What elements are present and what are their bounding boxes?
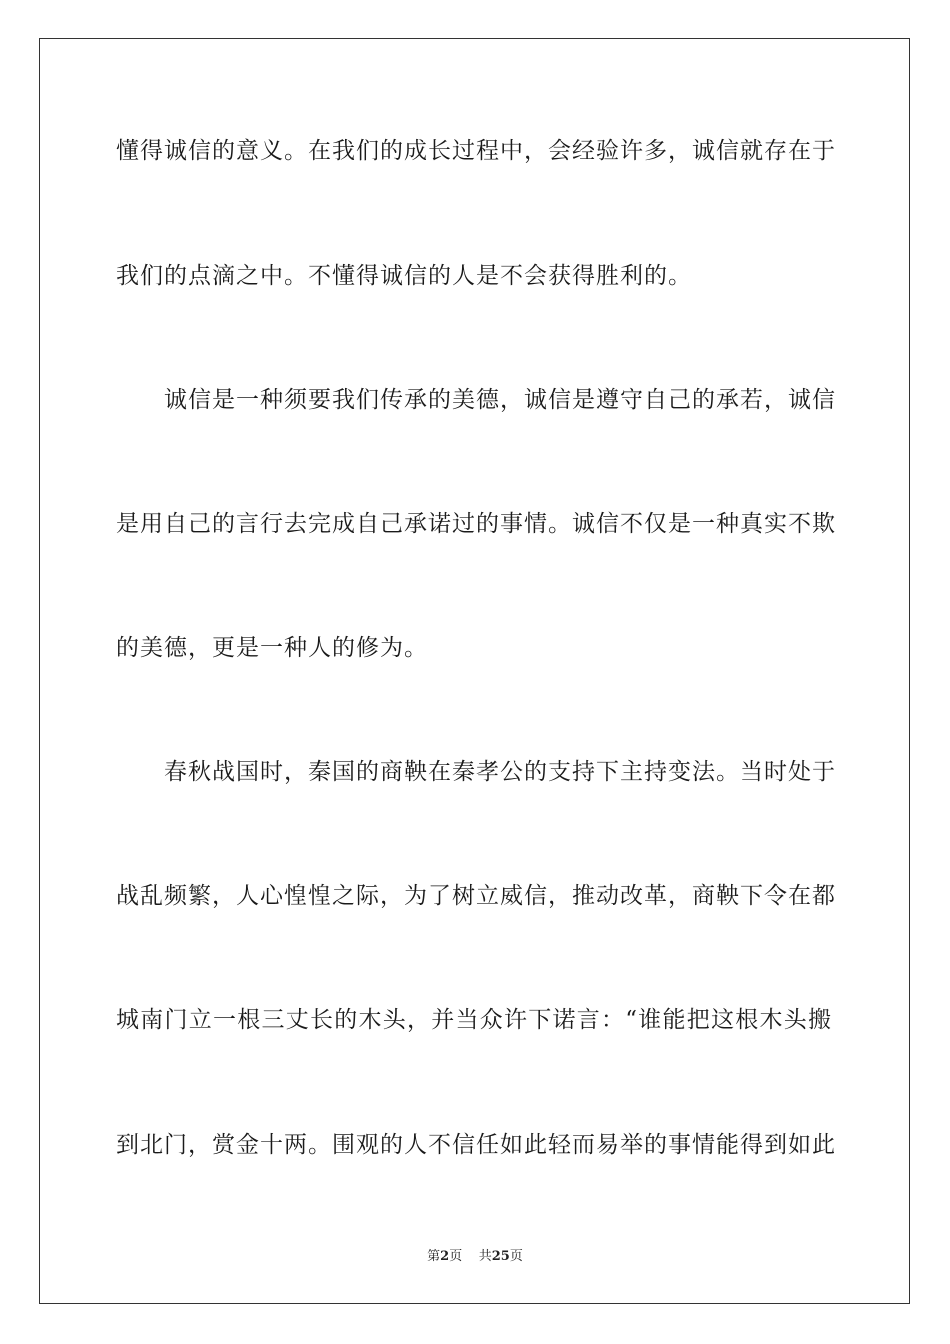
text-line-4: 是用自己的言行去完成自己承诺过的事情。诚信不仅是一种真实不欺 bbox=[116, 511, 836, 537]
page-number: 2 bbox=[440, 1249, 450, 1264]
text-line-1: 懂得诚信的意义。在我们的成长过程中，会经验许多，诚信就存在于 bbox=[116, 138, 836, 164]
total-pages: 25 bbox=[491, 1249, 510, 1264]
text-line-7: 战乱频繁，人心惶惶之际，为了树立威信，推动改革，商鞅下令在都 bbox=[116, 883, 836, 909]
text-line-2: 我们的点滴之中。不懂得诚信的人是不会获得胜利的。 bbox=[116, 263, 692, 289]
total-prefix: 共 bbox=[478, 1249, 492, 1264]
text-line-6: 春秋战国时，秦国的商鞅在秦孝公的支持下主持变法。当时处于 bbox=[164, 759, 836, 785]
page-prefix: 第 bbox=[427, 1249, 441, 1264]
page-footer bbox=[0, 1248, 950, 1266]
total-suffix: 页 bbox=[509, 1249, 523, 1264]
text-line-9: 到北门，赏金十两。围观的人不信任如此轻而易举的事情能得到如此 bbox=[116, 1132, 836, 1158]
text-line-5: 的美德，更是一种人的修为。 bbox=[116, 635, 428, 661]
text-line-8: 城南门立一根三丈长的木头，并当众许下诺言：“谁能把这根木头搬 bbox=[116, 1007, 832, 1033]
text-line-3: 诚信是一种须要我们传承的美德，诚信是遵守自己的承若，诚信 bbox=[164, 387, 836, 413]
page-border bbox=[39, 38, 910, 1304]
page-suffix: 页 bbox=[449, 1249, 463, 1264]
